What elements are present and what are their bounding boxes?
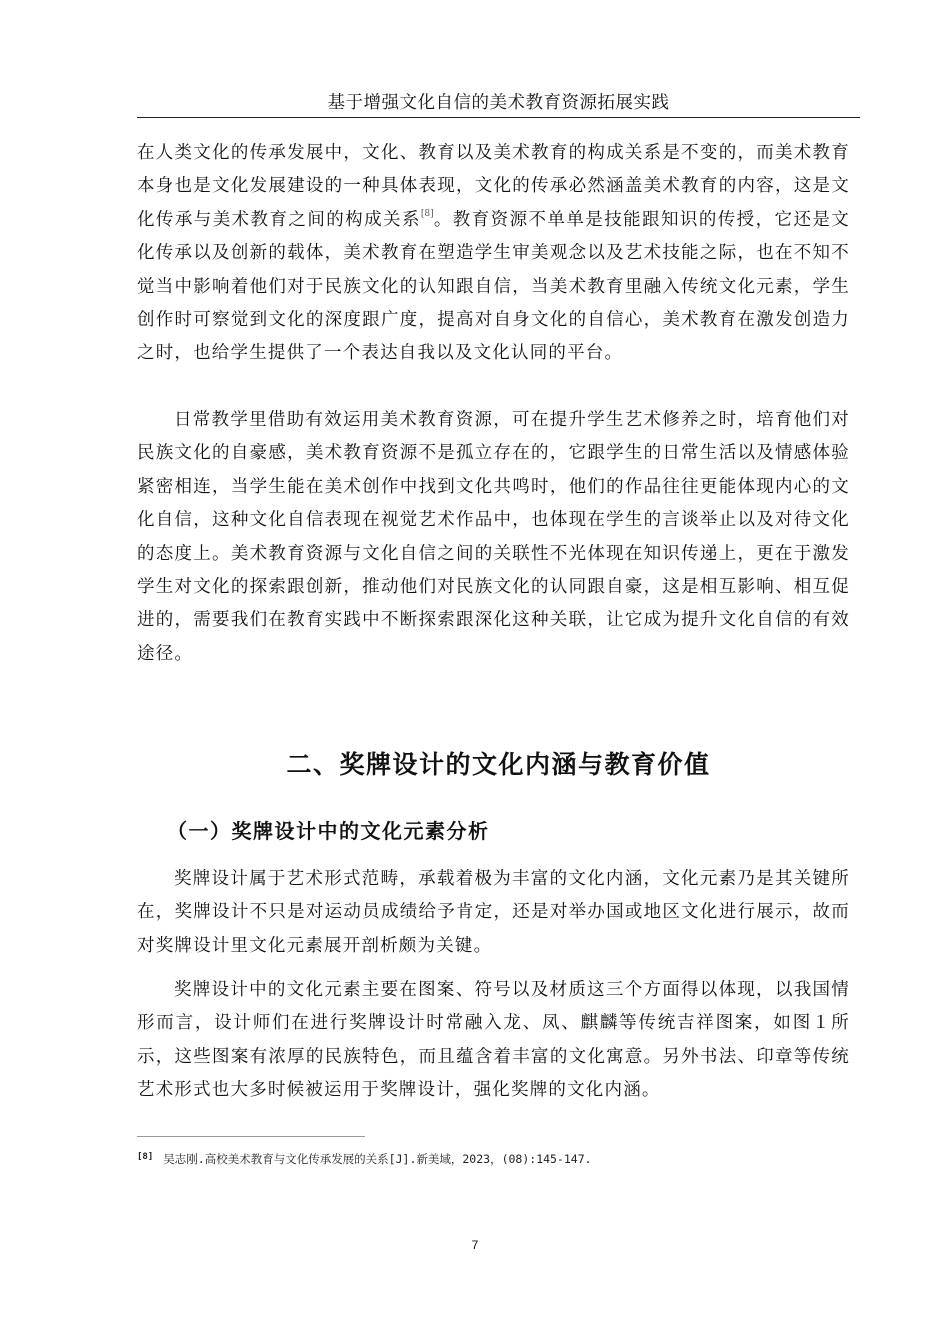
subsection-heading: （一）奖牌设计中的文化元素分析	[167, 819, 490, 843]
paragraph-resource-usage: 日常教学里借助有效运用美术教育资源，可在提升学生艺术修养之时，培育他们对民族文化的自豪感，美术教育资源不是孤立存在的，它跟学生的日常生活以及情感体验紧密相连，当学生能在美术创作中找到文化共鸣时，他们的作品往往更能体现内心的文化自信，这种文化自信表现在视觉艺术作品中，也体现在学生的言谈举止以及对待文化的态度上。美术教育资源与文化自信之间的关联性不光体现在知识传递上，更在于激发学生对文化的探索跟创新，推动他们对民族文化的认同跟自豪，这是相互影响、相互促进的，需要我们在教育实践中不断探索跟深化这种关联，让它成为提升文化自信的有效途径。	[137, 410, 850, 664]
footnote	[137, 1148, 850, 1168]
citation-ref-8[interactable]: [8]	[420, 208, 434, 219]
footnote-rule	[137, 1136, 365, 1137]
paragraph-cultural-elements: 奖牌设计中的文化元素主要在图案、符号以及材质这三个方面得以体现，以我国情形而言，设计师们在进行奖牌设计时常融入龙、凤、麒麟等传统吉祥图案，如图１所示，这些图案有浓厚的民族特色，而且蕴含着丰富的文化寓意。另外书法、印章等传统艺术形式也大多时候被运用于奖牌设计，强化奖牌的文化内涵。	[137, 980, 850, 1101]
footnote-mark: [8]	[137, 1152, 154, 1162]
paragraph-cultural-inheritance	[137, 137, 850, 371]
header-rule	[137, 117, 860, 118]
section-heading: 二、奖牌设计的文化内涵与教育价值	[286, 750, 711, 779]
running-header: 基于增强文化自信的美术教育资源拓展实践	[327, 93, 670, 113]
page-number: 7	[471, 1238, 479, 1252]
paragraph-text: 在人类文化的传承发展中，文化、教育以及美术教育的构成关系是不变的，而美术教育本身也是文化发展建设的一种具体表现，文化的传承必然涵盖美术教育的内容，这是文化传承与美术教育之间的构成关系	[137, 143, 850, 230]
footnote-text: 吴志刚.高校美术教育与文化传承发展的关系[J].新美域，2023，(08):145-147.	[163, 1152, 592, 1166]
paragraph-medal-design: 奖牌设计属于艺术形式范畴，承载着极为丰富的文化内涵，文化元素乃是其关键所在，奖牌设计不只是对运动员成绩给予肯定，还是对举办国或地区文化进行展示，故而对奖牌设计里文化元素展开剖析颇为关键。	[137, 869, 850, 956]
paragraph-text: 。教育资源不单单是技能跟知识的传授，它还是文化传承以及创新的载体，美术教育在塑造学生审美观念以及艺术技能之际，也在不知不觉当中影响着他们对于民族文化的认知跟自信，当美术教育里融入传统文化元素，学生创作时可察觉到文化的深度跟广度，提高对自身文化的自信心，美术教育在激发创造力之时，也给学生提供了一个表达自我以及文化认同的平台。	[137, 209, 851, 364]
